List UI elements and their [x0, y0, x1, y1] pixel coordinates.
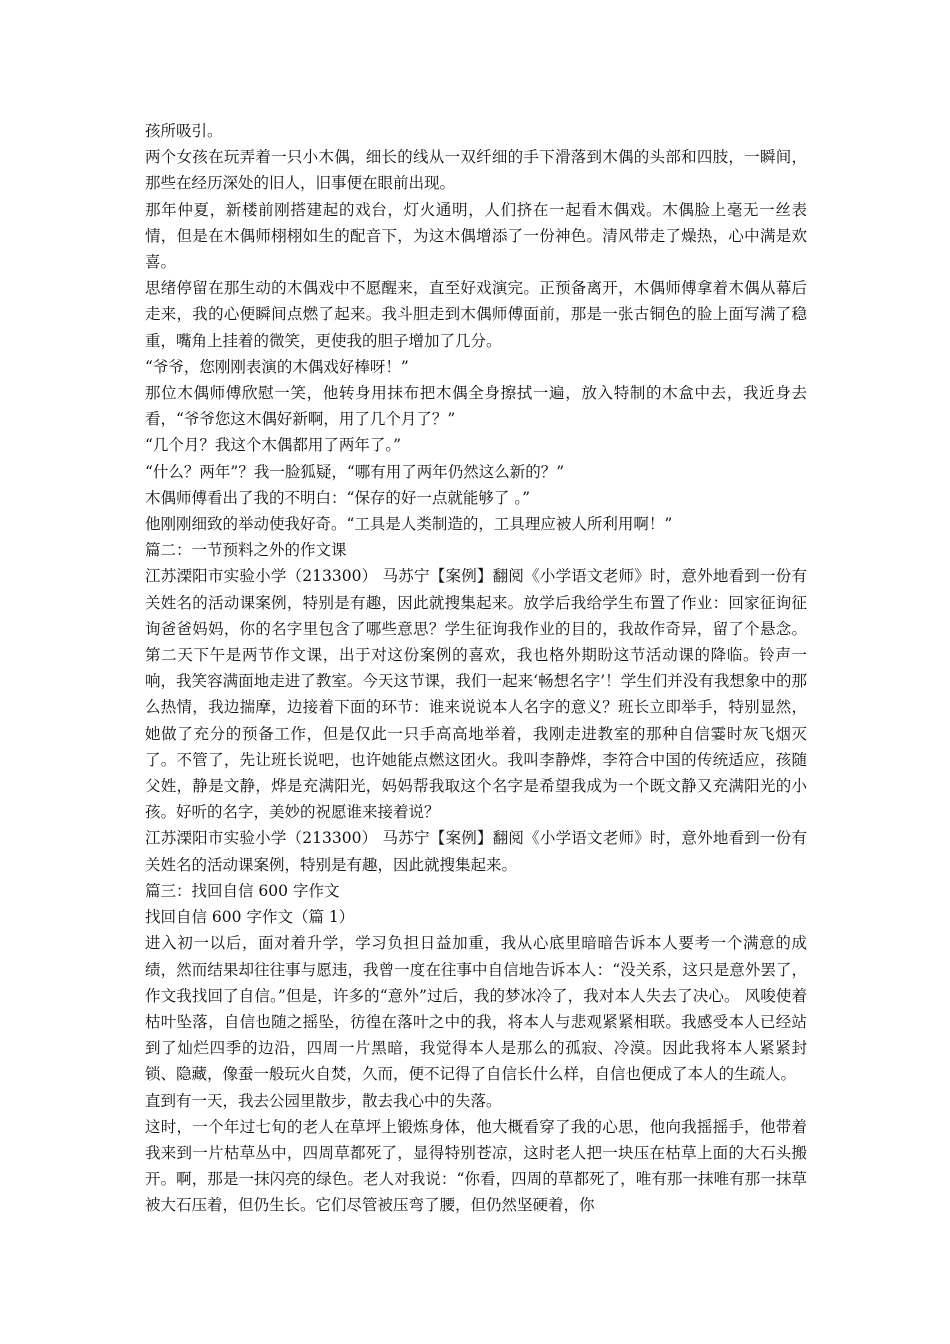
section-heading-3: 篇三：找回自信 600 字作文: [145, 881, 340, 900]
dialogue-line: 木偶师傅看出了我的不明白：“保存的好一点就能够了 。”: [145, 488, 531, 507]
paragraph-case-study: 江苏溧阳市实验小学（213300） 马苏宁【案例】翻阅《小学语文老师》时，意外地看到一份有关姓名的活动课案例，特别是有趣，因此就搜集起来。放学后我给学生布置了作业：回家征询征询爸爸妈妈，你的名字里包含了哪些意思？学生征询我作业的目的，我故作奇异，留了个悬念。第二天下午是两节作文课，出于对这份案例的喜欢，我也格外期盼这节活动课的降临。铃声一响，我笑容满面地走进了教室。今天这节课，我们一起来‘畅想名字’！学生们并没有我想象中的那么热情，我边揣摩，边接着下面的环节：谁来说说本人名字的意义？班长立即举手，特别显然，她做了充分的预备工作，但是仅此一只手高高地举着，我刚走进教室的那种自信霎时灰飞烟灭了。不管了，先让班长说吧，也许她能点燃这团火。我叫李静烨，李符合中国的传统适应，孩随父姓，静是文静，烨是充满阳光，妈妈帮我取这个名字是希望我成为一个既文静又充满阳光的小孩。好听的名字，美妙的祝愿谁来接着说？: [145, 567, 807, 822]
paragraph-continuation: 孩所吸引。: [145, 122, 223, 140]
paragraph-wipe-puppet: 那位木偶师傅欣慰一笑，他转身用抹布把木偶全身擦拭一遍，放入特制的木盒中去，我近身去看，“爷爷您这木偶好新啊，用了几个月了？”: [145, 384, 807, 429]
paragraph-park-walk: 直到有一天，我去公园里散步，散去我心中的失落。: [145, 1091, 502, 1110]
paragraph-lost-confidence: 进入初一以后，面对着升学，学习负担日益加重，我从心底里暗暗告诉本人要考一个满意的成绩，然而结果却往往事与愿违，我曾一度在往事中自信地告诉本人：“没关系，这只是意外罢了，作文我找回了自信。”但是，许多的“意外”过后，我的梦冰冷了，我对本人失去了决心。 风唆使着枯叶坠落，自信也随之摇坠，彷徨在落叶之中的我，将本人与悲观紧紧相联。我感受本人已经站到了灿烂四季的边沿，四周一片黑暗，我觉得本人是那么的孤寂、冷漠。因此我将本人紧紧封锁、隐藏，像蚕一般玩火自焚，久而，便不记得了自信长什么样，自信也便成了本人的生疏人。: [145, 934, 807, 1084]
section-heading-2: 篇二：一节预料之外的作文课: [145, 541, 347, 560]
dialogue-line: “几个月？我这个木偶都用了两年了。”: [145, 436, 402, 455]
dialogue-line: 他刚刚细致的举动使我好奇。“工具是人类制造的，工具理应被人所利用啊！”: [145, 515, 673, 534]
document-page: [145, 118, 807, 1219]
paragraph-midsummer-stage: 那年仲夏，新楼前刚搭建起的戏台，灯火通明，人们挤在一起看木偶戏。木偶脸上毫无一丝表情，但是在木偶师栩栩如生的配音下，为这木偶增添了一份神色。清风带走了燥热，心中满是欢喜。: [145, 200, 807, 272]
subheading-essay-1: 找回自信 600 字作文（篇 1）: [145, 908, 355, 927]
dialogue-line: “什么？两年”？我一脸狐疑，“哪有用了两年仍然这么新的？”: [145, 462, 565, 481]
paragraph-case-summary: 江苏溧阳市实验小学（213300） 马苏宁【案例】翻阅《小学语文老师》时，意外地看到一份有关姓名的活动课案例，特别是有趣，因此就搜集起来。: [145, 829, 807, 874]
paragraph-old-man: 这时，一个年过七旬的老人在草坪上锻炼身体，他大概看穿了我的心思，他向我摇摇手，他带着我来到一片枯草丛中，四周草都死了，显得特别苍凉，这时老人把一块压在枯草上面的大石头搬开。啊，那是一抹闪亮的绿色。老人对我说：“你看，四周的草都死了，唯有那一抹唯有那一抹草被大石压着，但仍生长。它们尽管被压弯了腰，但仍然坚硬着，你: [145, 1117, 807, 1215]
paragraph-puppet-master: 思绪停留在那生动的木偶戏中不愿醒来，直至好戏演完。正预备离开，木偶师傅拿着木偶从幕后走来，我的心便瞬间点燃了起来。我斗胆走到木偶师傅面前，那是一张古铜色的脸上面写满了稳重，嘴角上挂着的微笑，更使我的胆子增加了几分。: [145, 279, 807, 350]
paragraph-girls-puppet: 两个女孩在玩弄着一只小木偶，细长的线从一双纤细的手下滑落到木偶的头部和四肢，一瞬间，那些在经历深处的旧人，旧事便在眼前出现。: [145, 148, 807, 193]
dialogue-line: “爷爷，您刚刚表演的木偶戏好棒呀！”: [145, 357, 409, 376]
